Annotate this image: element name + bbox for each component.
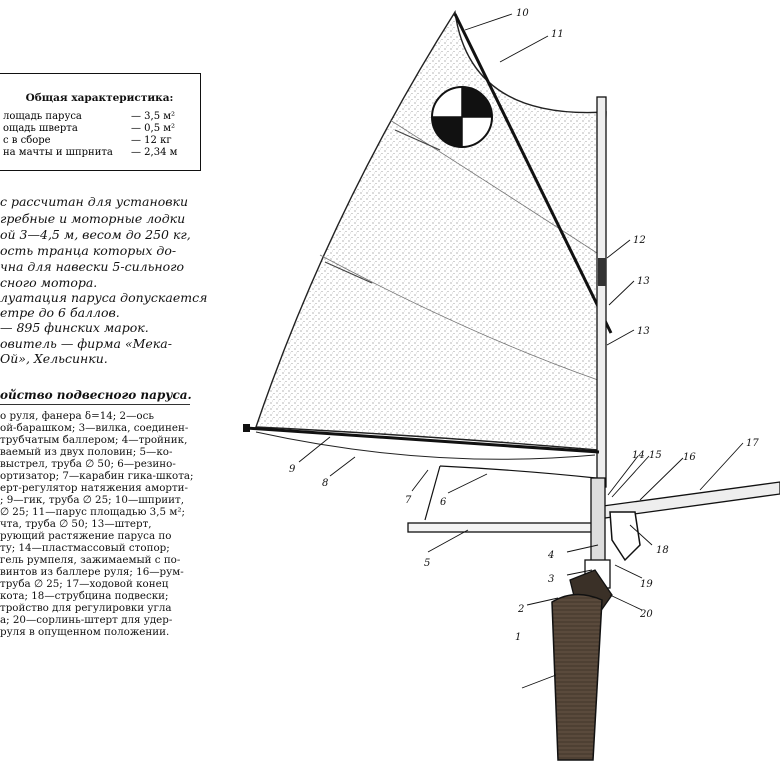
callout-label: 16 xyxy=(683,452,696,463)
mast xyxy=(597,97,606,487)
rudder-blade xyxy=(552,594,602,760)
callout-label: 3 xyxy=(548,574,555,585)
callout-label: 15 xyxy=(649,450,662,461)
spec-label: лощадь паруса xyxy=(3,111,82,122)
parts-line: ерт-регулятор натяжения аморти- xyxy=(0,482,189,494)
callout-label: 13 xyxy=(637,326,650,337)
callout-label: 9 xyxy=(289,464,296,475)
callout-label: 5 xyxy=(424,558,431,569)
description-line: сного мотора. xyxy=(0,275,98,290)
sail xyxy=(256,12,606,450)
spec-value: — 2,34 м xyxy=(131,147,178,158)
callout-label: 4 xyxy=(548,550,555,561)
description-line: етре до 6 баллов. xyxy=(0,305,120,320)
bumpkin xyxy=(408,523,603,532)
parts-line: труба ∅ 25; 17—ходовой конец xyxy=(0,578,169,590)
parts-title: ойство подвесного паруса. xyxy=(0,388,192,402)
spec-value: — 3,5 м² xyxy=(131,111,176,122)
parts-line: выстрел, труба ∅ 50; 6—резино- xyxy=(0,458,176,470)
description-line: ой 3—4,5 м, весом до 250 кг, xyxy=(0,227,191,242)
parts-line: рующий растяжение паруса по xyxy=(0,530,172,542)
parts-line: ой-барашком; 3—вилка, соединен- xyxy=(0,422,189,434)
parts-line: ортизатор; 7—карабин гика-шкота; xyxy=(0,470,194,482)
parts-line: ваемый из двух половин; 5—ко- xyxy=(0,446,173,458)
boom-sheet xyxy=(440,466,596,478)
parts-line: руля в опущенном положении. xyxy=(0,626,170,638)
rudder-stock xyxy=(591,478,605,573)
callout-label: 12 xyxy=(633,235,646,246)
parts-line: кота; 18—струбцина подвески; xyxy=(0,590,169,602)
spec-label: с в сборе xyxy=(3,135,51,146)
callout-label: 11 xyxy=(551,29,564,40)
description-line: ость транца которых до- xyxy=(0,243,177,258)
boom-sheet xyxy=(425,466,440,520)
callout-label: 8 xyxy=(322,478,329,489)
parts-line: о руля, фанера δ=14; 2—ось xyxy=(0,410,154,422)
parts-line: трубчатым баллером; 4—тройник, xyxy=(0,434,188,446)
spec-value: — 0,5 м² xyxy=(131,123,176,134)
transom-clamp xyxy=(610,512,640,560)
parts-line: а; 20—сорлинь-штерт для удер- xyxy=(0,614,173,626)
callout-label: 6 xyxy=(440,497,447,508)
callout-label: 13 xyxy=(637,276,650,287)
parts-line: винтов из баллере руля; 16—рум- xyxy=(0,566,184,578)
description-line: овитель — фирма «Мека- xyxy=(0,336,172,351)
callout-label: 14 xyxy=(632,450,645,461)
callout-label: 17 xyxy=(746,438,759,449)
callout-label: 20 xyxy=(640,609,653,620)
callout-label: 19 xyxy=(640,579,653,590)
parts-line: тройство для регулировки угла xyxy=(0,602,172,614)
parts-line: чта, труба ∅ 50; 13—штерт, xyxy=(0,518,152,530)
parts-line: ту; 14—пластмассовый стопор; xyxy=(0,542,170,554)
description-line: — 895 финских марок. xyxy=(0,320,149,335)
callout-label: 1 xyxy=(515,632,522,643)
description-line: луатация паруса допускается xyxy=(0,290,208,305)
parts-line: гель румпеля, зажимаемый с по- xyxy=(0,554,181,566)
spec-title: Общая характеристика: xyxy=(25,92,174,104)
boom-end xyxy=(243,424,250,432)
callout-label: 7 xyxy=(405,495,412,506)
parts-line: ; 9—гик, труба ∅ 25; 10—шприит, xyxy=(0,494,184,506)
spec-label: ощадь шверта xyxy=(3,123,78,134)
callout-label: 18 xyxy=(656,545,669,556)
callout-label: 10 xyxy=(516,8,529,19)
parts-line: ∅ 25; 11—парус площадью 3,5 м²; xyxy=(0,506,185,518)
description-line: с рассчитан для установки xyxy=(0,194,189,209)
callout-label: 2 xyxy=(518,604,525,615)
spec-value: — 12 кг xyxy=(131,135,172,146)
description-line: Ой», Хельсинки. xyxy=(0,351,108,366)
mast-cleat xyxy=(598,258,606,286)
description-line: гребные и моторные лодки xyxy=(0,211,186,226)
description-line: чна для навески 5-сильного xyxy=(0,259,185,274)
spec-label: на мачты и шпрнита xyxy=(3,147,113,158)
